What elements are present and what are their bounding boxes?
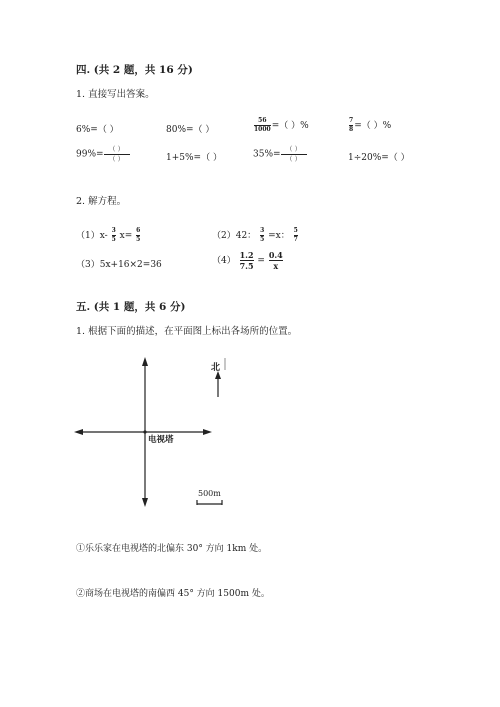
section-4-heading: 四. (共 2 题，共 16 分) <box>76 64 193 76</box>
fraction-denominator: 5 <box>111 236 116 243</box>
fraction-denominator: x <box>273 261 279 271</box>
equation-text: = <box>257 256 265 266</box>
fraction <box>136 228 140 243</box>
fraction-numerator: 0.4 <box>268 250 283 260</box>
answer-prefix: 99%= <box>76 149 104 160</box>
east-arrow-head <box>203 429 212 435</box>
description-item-1: ①乐乐家在电视塔的北偏东 30° 方向 1km 处。 <box>76 544 268 554</box>
answer-item-6-percent: 6%=（ ） <box>76 125 119 135</box>
fraction-numerator: 5 <box>293 227 298 234</box>
blank-denominator: （ ） <box>109 154 125 163</box>
blank-numerator: （ ） <box>109 145 125 153</box>
fraction-denominator: 1000 <box>254 126 271 133</box>
tv-tower-point <box>143 430 146 433</box>
equation-label: （4） <box>212 256 236 266</box>
north-arrow-head <box>142 357 148 366</box>
fraction-denominator: 7 <box>293 236 298 243</box>
question-1-title: 1. 直接写出答案。 <box>76 89 155 100</box>
equation-4 <box>212 251 284 270</box>
blank-denominator: （ ） <box>286 154 302 163</box>
fraction <box>112 228 116 243</box>
answer-blank: =（ ）% <box>271 121 309 131</box>
answer-item-1-plus-5-percent: 1+5%=（ ） <box>166 153 222 163</box>
fraction-denominator: 5 <box>260 236 265 243</box>
answer-item-99-percent <box>76 146 130 162</box>
fraction-numerator: 1.2 <box>239 250 254 260</box>
south-arrow-head <box>142 498 148 507</box>
scale-label: 500m <box>198 489 221 498</box>
fraction <box>294 228 298 243</box>
fraction-denominator: 7.5 <box>239 261 254 271</box>
question-2-title: 2. 解方程。 <box>76 196 127 207</box>
west-arrow-head <box>74 429 83 435</box>
fraction <box>260 228 264 243</box>
answer-item-56-over-1000 <box>253 118 309 133</box>
fraction-numerator: 6 <box>136 227 141 234</box>
equation-text: =x： <box>268 231 290 241</box>
fraction-denominator: 5 <box>136 236 141 243</box>
description-item-2: ②商场在电视塔的南偏西 45° 方向 1500m 处。 <box>76 589 270 599</box>
fraction-numerator: 56 <box>258 117 267 124</box>
answer-item-80-percent: 80%=（ ） <box>166 125 215 135</box>
answer-item-1-div-20-percent: 1÷20%=（ ） <box>348 153 410 163</box>
answer-prefix: 35%= <box>253 149 281 160</box>
equation-label: （1）x- <box>76 231 108 241</box>
fraction-numerator: 3 <box>111 227 116 234</box>
tv-tower-label: 电视塔 <box>148 435 174 445</box>
fraction <box>269 251 283 270</box>
fraction-numerator: 7 <box>349 117 354 124</box>
blank-numerator: （ ） <box>286 145 302 153</box>
answer-item-7-over-8 <box>348 118 391 133</box>
question-5-1-title: 1. 根据下面的描述，在平面图上标出各场所的位置。 <box>76 326 298 337</box>
section-5-heading: 五. (共 1 题，共 6 分) <box>76 301 186 313</box>
equation-1 <box>76 228 141 243</box>
answer-item-35-percent <box>253 146 307 162</box>
equation-label: （2）42： <box>212 231 257 241</box>
fraction-denominator: 8 <box>349 126 354 133</box>
fraction-56-1000 <box>254 118 271 133</box>
equation-text: x= <box>119 231 133 241</box>
fraction-7-8 <box>349 118 353 133</box>
fraction-numerator: 3 <box>260 227 265 234</box>
blank-fraction <box>281 146 307 162</box>
answer-blank: =（ ）% <box>354 121 392 131</box>
blank-fraction <box>104 146 130 162</box>
north-label: 北 <box>211 363 221 373</box>
fraction <box>240 251 254 270</box>
equation-2 <box>212 228 299 243</box>
equation-3: （3）5x+16×2=36 <box>76 260 162 270</box>
